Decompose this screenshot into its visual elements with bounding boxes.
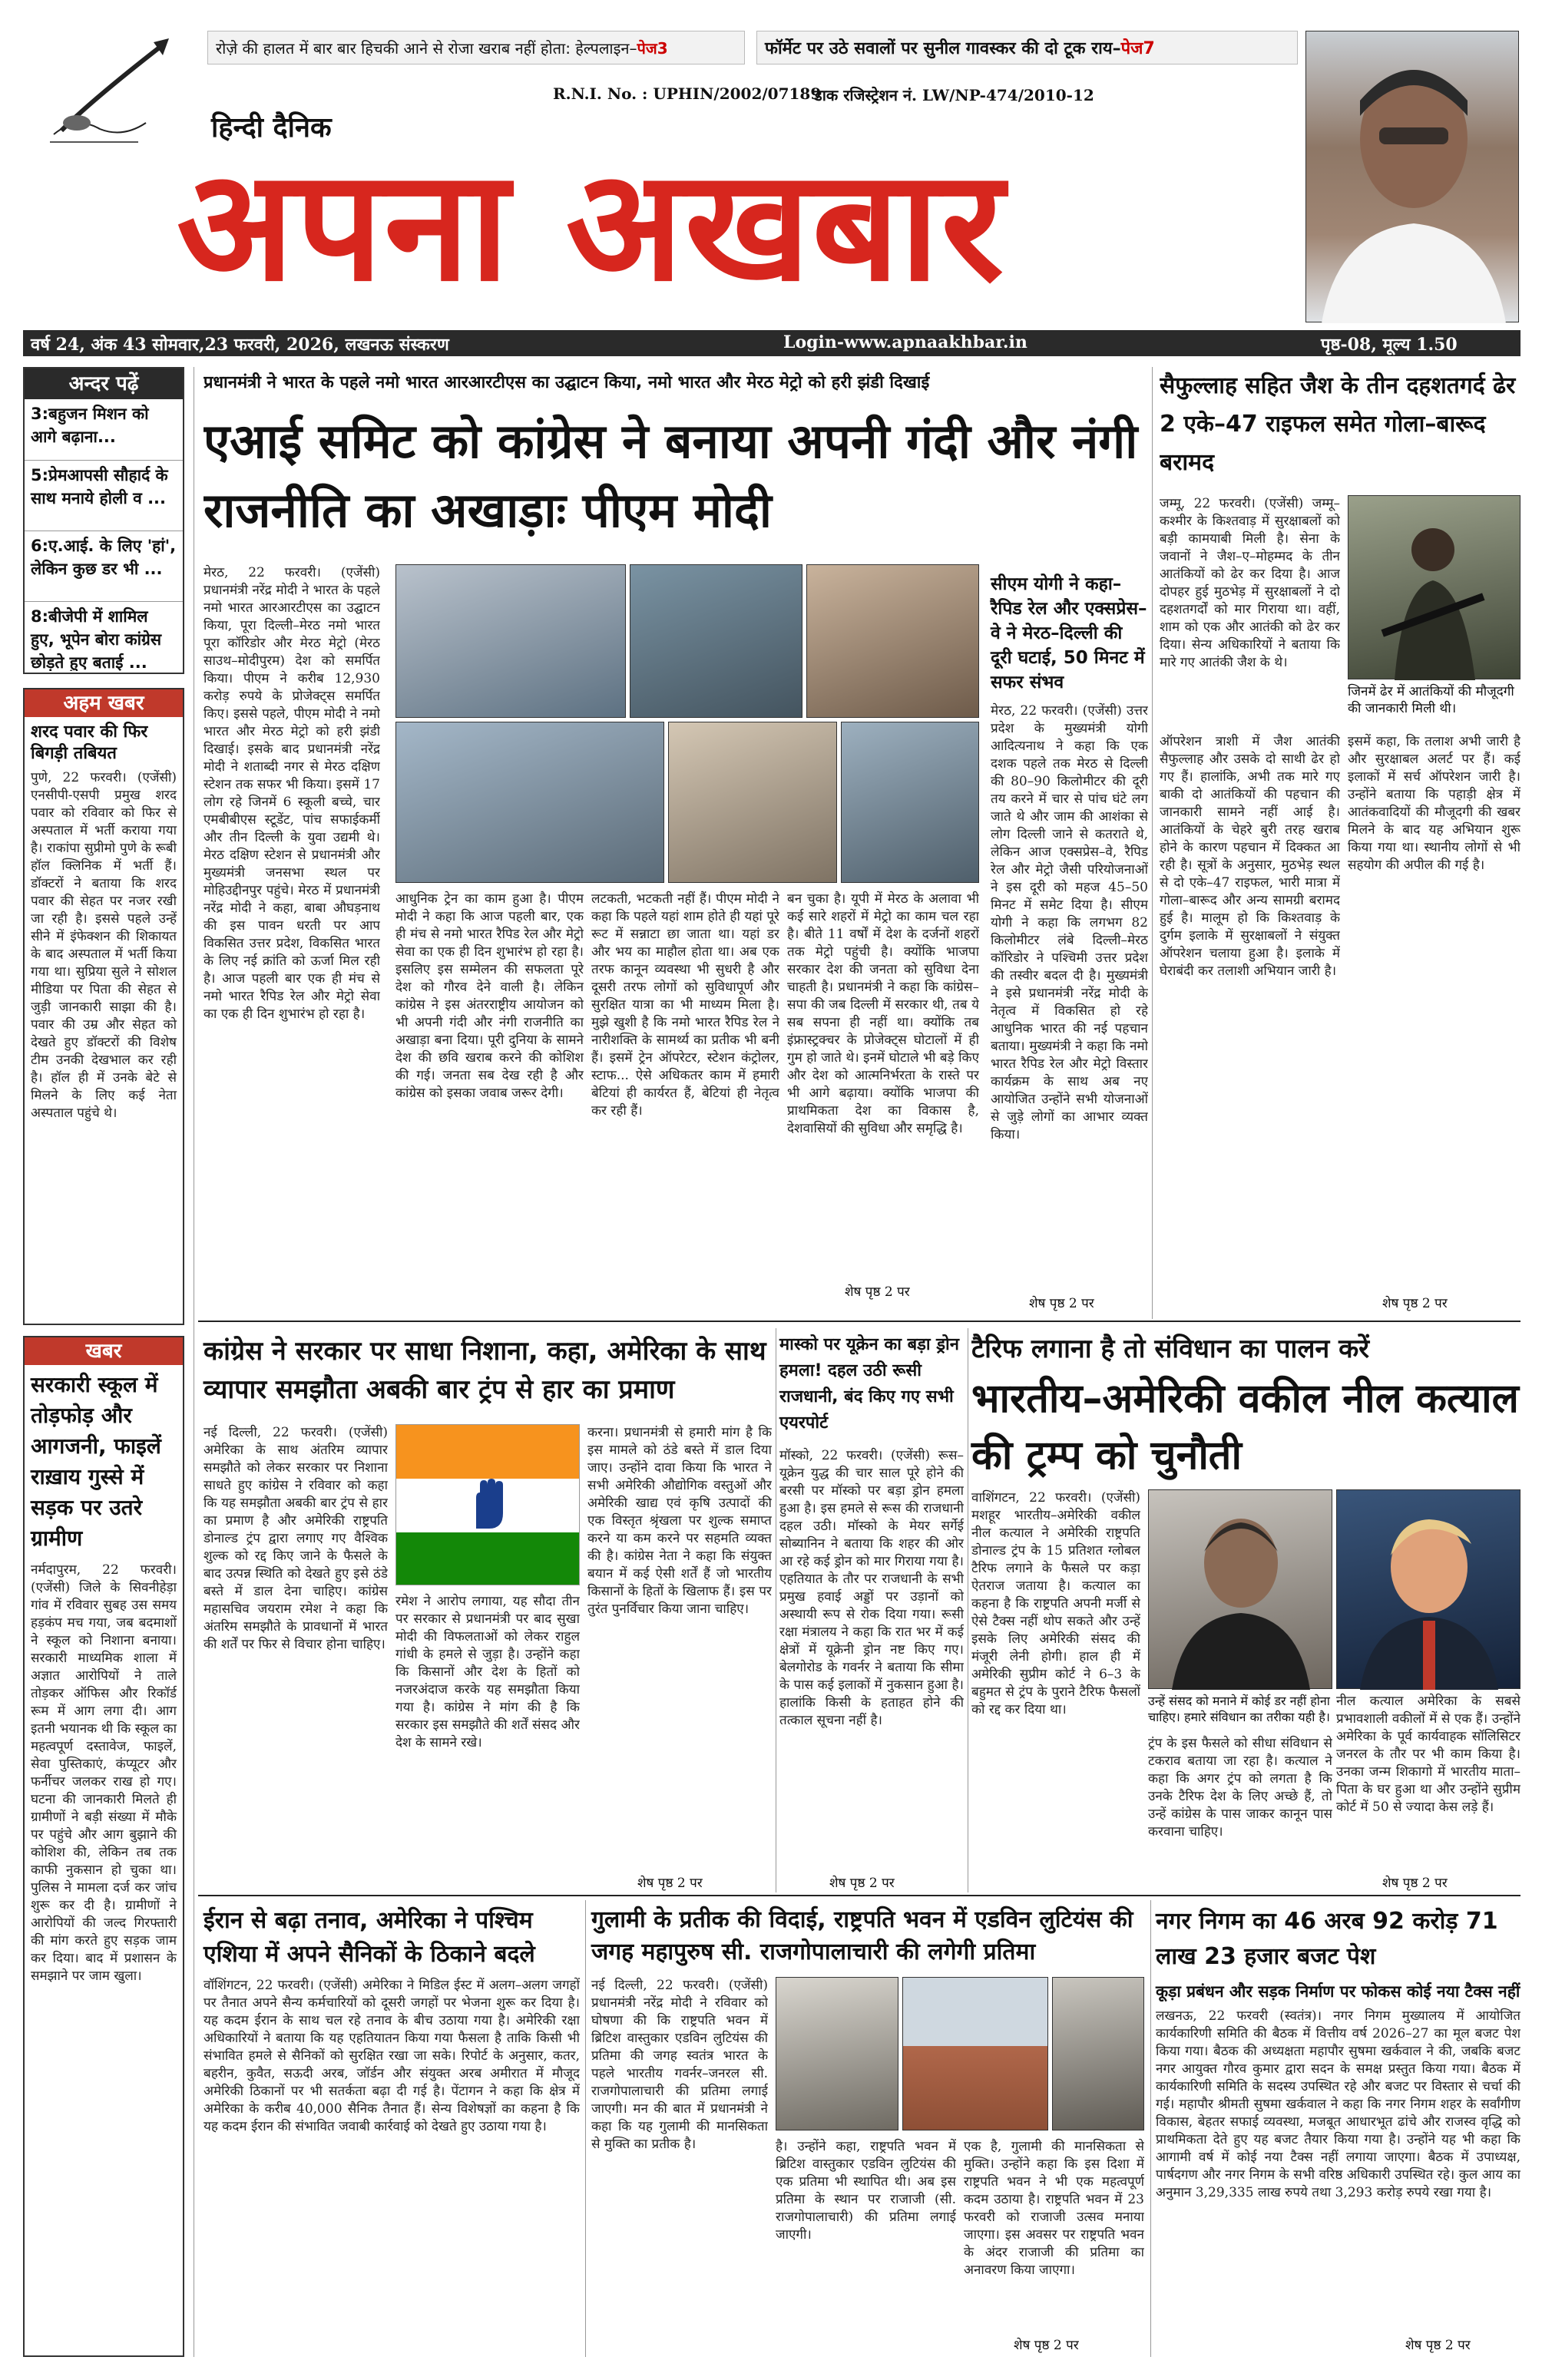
page-price: पृष्ठ-08, मूल्य 1.50 bbox=[1321, 335, 1458, 355]
rajaji-body-2: है। उन्होंने कहा, राष्ट्रपति भवन में ब्रिटिश वास्तुकार एडविन लुटियंस की एक प्रतिमा भी स्थापित थी। अब इस प्रतिमा के स्थान पर राजाजी (सी. राजगोपालाचारी) की प्रतिमा लगाई जाएगी। bbox=[776, 2139, 956, 2243]
tariff-body-2: ट्रंप के इस फैसले को सीधा संविधान से टकराव बताया जा रहा है। कत्याल ने कहा कि अगर ट्रंप को लगता है कि उनके टैरिफ देश के लिए अच्छे हैं, तो उन्हें कांग्रेस के पास जाकर कानून पास करवाना चाहिए। bbox=[1148, 1736, 1332, 1840]
jaish-photo bbox=[1348, 495, 1520, 679]
masthead-subtitle: हिन्दी दैनिक bbox=[211, 112, 332, 144]
budget-continued[interactable]: शेष पृष्ठ 2 पर bbox=[1405, 2338, 1471, 2353]
tariff-body-1: वाशिंगटन, 22 फरवरी। (एजेंसी) मशहूर भारतीय–अमेरिकी वकील नील कत्याल ने अमेरिकी राष्ट्रपति डोनाल्ड ट्रंप के 15 प्रतिशत ग्लोबल टैरिफ लगाने के फैसले पर कड़ा ऐतराज जताया है। कत्याल का कहना है कि राष्ट्रपति अपनी मर्जी से ऐसे टैक्स नहीं थोप सकते और उन्हें इसके लिए अमेरिकी संसद की मंजूरी लेनी होगी। हाल ही में अमेरिकी सुप्रीम कोर्ट ने 6–3 के बहुमत से ट्रंप के पुराने टैरिफ फैसलों को रद्द कर दिया था। bbox=[971, 1490, 1140, 1717]
sidebar-story-body: मेरठ, 22 फरवरी। (एजेंसी) उत्तर प्रदेश के मुख्यमंत्री योगी आदित्यनाथ ने कहा कि एक दशक पहले तक मेरठ से दिल्ली की 80–90 किलोमीटर की दूरी तय करने में चार से पांच घंटे लग जाते थे और जाम की आशंका से लोग दिल्ली जाने से कतराते थे, लेकिन आज एक्सप्रेस–वे, रैपिड रेल और मेट्रो जैसी परियोजनाओं ने इस दूरी को महज 45–50 मिनट में समेट दिया है। सीएम योगी ने कहा कि लगभग 82 किलोमीटर लंबे दिल्ली–मेरठ कॉरिडोर ने पश्चिमी उत्तर प्रदेश की तस्वीर बदल दी है। मुख्यमंत्री ने इसे प्रधानमंत्री नरेंद्र मोदी के नेतृत्व में विकसित हो रहे आधुनिक भारत की नई पहचान बताया। मुख्यमंत्री ने कहा कि नमो भारत रैपिड रेल और मेट्रो विस्तार कार्यक्रम के साथ अब नए आयोजित उन्होंने सभी योजनाओं से जुड़े लोगों का आभार व्यक्त किया। bbox=[991, 703, 1148, 1142]
budget-body: लखनऊ, 22 फरवरी (स्वतंत्र)। नगर निगम मुख्यालय में आयोजित कार्यकारिणी समिति की बैठक में वित्तीय वर्ष 2026–27 का मूल बजट पेश किया गया। बैठक की अध्यक्षता महापौर सुषमा खर्कवाल ने की, जबकि बजट नगर आयुक्त गौरव कुमार द्वारा सदन के समक्ष प्रस्तुत किया गया। बैठक में कार्यकारिणी समिति के सदस्य उपस्थित रहे और बजट पर विस्तार से चर्चा की गई। महापौर श्रीमती सुषमा खर्कवाल ने कहा कि नगर निगम शहर के सर्वांगीण विकास, बेहतर सफाई व्यवस्था, मजबूत आधारभूत ढांचे और राजस्व वृद्धि को प्राथमिकता देते हुए यह बजट तैयार किया गया है। उन्होंने यह भी कहा कि आगामी वर्ष में कोई नया टैक्स नहीं लगाया जाएगा। बैठक में उपाध्यक्ष, पार्षदगण और नगर निगम के सभी वरिष्ठ अधिकारी उपस्थित रहे। कुल आय का अनुमान 3,29,335 लाख रुपये तथा 3,293 करोड़ रुपये रखा गया है। bbox=[1156, 2008, 1520, 2200]
khabar-box bbox=[23, 1336, 184, 2357]
jaish-continued[interactable]: शेष पृष्ठ 2 पर bbox=[1382, 1296, 1448, 1311]
drone-headline[interactable]: मास्को पर यूक्रेन का बड़ा ड्रोन हमला! दहल उठी रूसी राजधानी, बंद किए गए सभी एयरपोर्ट bbox=[779, 1335, 959, 1433]
inside-item[interactable]: 5:प्रेमआपसी सौहार्द के साथ मनाये होली व ... bbox=[25, 461, 183, 531]
rajaji-body-1: नई दिल्ली, 22 फरवरी। (एजेंसी) प्रधानमंत्री नरेंद्र मोदी ने रविवार को घोषणा की कि राष्ट्रपति भवन में ब्रिटिश वास्तुकार एडविन लुटियंस की प्रतिमा की जगह स्वतंत्र भारत के पहले भारतीय गवर्नर–जनरल सी. राजगोपालाचारी की प्रतिमा लगाई जाएगी। मन की बात में प्रधानमंत्री ने कहा कि यह गुलामी की मानसिकता से मुक्ति का प्रतीक है। bbox=[591, 1978, 768, 2152]
tariff-continued[interactable]: शेष पृष्ठ 2 पर bbox=[1382, 1876, 1448, 1891]
lead-photo-5 bbox=[668, 722, 837, 883]
inside-item[interactable]: 3:बहुजन मिशन को आगे बढ़ाना... bbox=[25, 399, 183, 461]
jaish-headline[interactable]: सैफुल्लाह सहित जैश के तीन दहशतगर्द ढेर 2 एके–47 राइफल समेत गोला–बारूद बरामद bbox=[1160, 372, 1516, 476]
lutyens-photo bbox=[1052, 1977, 1144, 2130]
important-news-box bbox=[23, 688, 184, 1325]
drone-continued[interactable]: शेष पृष्ठ 2 पर bbox=[829, 1876, 895, 1891]
congress-body-2: रमेश ने आरोप लगाया, यह सौदा तीन पर सरकार से प्रधानमंत्री पर बाद सुखा मोदी की विफलताओं को लेकर राहुल गांधी के हमले से जुड़ा है। उन्होंने कहा कि किसानों और देश के हितों को नजरअंदाज करके यह समझौता किया गया है। कांग्रेस ने मांग की है कि सरकार इस समझौते की शर्तें संसद और देश के सामने रखे। bbox=[395, 1594, 580, 1750]
budget-subhead[interactable]: कूड़ा प्रबंधन और सड़क निर्माण पर फोकस कोई नया टैक्स नहीं bbox=[1156, 1982, 1520, 2001]
lead-headline[interactable]: एआई समिट को कांग्रेस ने बनाया अपनी गंदी और नंगी राजनीति का अखाड़ाः पीएम मोदी bbox=[204, 413, 1138, 538]
divider bbox=[198, 1321, 1520, 1322]
masthead-title: अपना अखबार bbox=[177, 137, 1006, 316]
inside-box bbox=[23, 367, 184, 674]
katyal-photo bbox=[1148, 1489, 1332, 1689]
budget-headline[interactable]: नगर निगम का 46 अरब 92 करोड़ 71 लाख 23 हजार बजट पेश bbox=[1156, 1908, 1498, 1970]
jaish-body-3: इसमें कहा, कि तलाश अभी जारी है और सुरक्षाबल अलर्ट पर हैं। कई इलाकों में सर्च ऑपरेशन जारी है। उन्होंने बताया कि पहाड़ी क्षेत्र में आतंकवादियों की मौजूदगी की खबर मिलने के बाद यह अभियान शुरू किया गया था। स्थानीय लोगों से भी सहयोग की अपील की गई है। bbox=[1348, 734, 1520, 873]
trump-photo bbox=[1336, 1489, 1520, 1689]
top-teaser-left-text: रोज़े की हालत में बार बार हिचकी आने से रोजा खराब नहीं होता: हेल्पलाइन– bbox=[216, 38, 637, 58]
sidebar-story-continued[interactable]: शेष पृष्ठ 2 पर bbox=[1029, 1296, 1094, 1311]
logo-pen-drawing bbox=[46, 31, 177, 146]
issue-info: वर्ष 24, अंक 43 सोमवार,23 फरवरी, 2026, लखनऊ संस्करण bbox=[31, 335, 449, 355]
jaish-body-1: जम्मू, 22 फरवरी। (एजेंसी) जम्मू–कश्मीर के किश्तवाड़ में सुरक्षाबलों को बड़ी कामयाबी मिली है। सेना के जवानों ने जैश–ए–मोहम्मद के तीन आतंकियों को ढेर कर दिया है। आज दोपहर हुई मुठभेड़ में सुरक्षाबलों ने दो दहशतगर्दों को मार गिराया था। वहीं, शाम को एक और आतंकी को ढेर कर दिया। सेन्य अधिकारियों ने बताया कि मारे गए आतंकी जैश के थे। bbox=[1160, 496, 1340, 670]
lead-photo-3 bbox=[806, 564, 979, 718]
lead-body-col-1: मेरठ, 22 फरवरी। (एजेंसी) प्रधानमंत्री नरेंद्र मोदी ने भारत के पहले नमो भारत आरआरटीएस का उद्घाटन किया, पूरा दिल्ली–मेरठ नमो भारत पूरा कॉरिडोर और मेरठ मेट्रो (मेरठ साउथ–मोदीपुरम) देश को समर्पित किया। पीएम ने करीब 12,930 करोड़ रुपये के प्रोजेक्ट्स समर्पित किए। इससे पहले, पीएम मोदी ने नमो भारत और मेरठ मेट्रो को हरी झंडी दिखाई। इसके बाद प्रधानमंत्री नरेंद्र मोदी ने शताब्दी नगर से मेरठ दक्षिण स्टेशन तक सफर भी किया। इसमें 17 लोग रहे जिनमें 6 स्कूली बच्चे, चार एमबीबीएस स्टूडेंट, पांच सफाईकर्मी और तीन दिल्ली के युवा उद्यमी थे। मेरठ दक्षिण स्टेशन से प्रधानमंत्री और मुख्यमंत्री जनसभा स्थल पर मोहिउद्दीनपुर पहुंचे। मेरठ में प्रधानमंत्री नरेंद्र मोदी ने कहा, बाबा औघड़नाथ की इस पावन धरती पर आप विकसित उत्तर प्रदेश, विकसित भारत के लिए नई क्रांति को ऊर्जा मिल रही है। आज पहली बार एक ही मंच से नमो भारत रैपिड रेल और मेट्रो सेवा का एक ही दिन शुभारंभ हो रहा है। bbox=[204, 565, 380, 1022]
congress-continued[interactable]: शेष पृष्ठ 2 पर bbox=[637, 1876, 703, 1891]
divider bbox=[198, 1895, 1520, 1896]
tariff-headline[interactable]: भारतीय–अमेरिकी वकील नील कत्याल की ट्रम्प को चुनौती bbox=[971, 1376, 1519, 1479]
rajaji-headline[interactable]: गुलामी के प्रतीक की विदाई, राष्ट्रपति भवन में एडविन लुटियंस की जगह महापुरुष सी. राजगोपालाचारी की लगेगी प्रतिमा bbox=[591, 1906, 1133, 1965]
important-news-title: अहम खबर bbox=[25, 689, 183, 717]
info-bar bbox=[23, 330, 1520, 356]
rashtrapati-bhavan-photo bbox=[902, 1977, 1048, 2130]
iran-headline[interactable]: ईरान से बढ़ा तनाव, अमेरिका ने पश्चिम एशिया में अपने सैनिकों के ठिकाने बदले bbox=[204, 1907, 535, 1968]
top-teaser-right-text: फॉर्मेट पर उठे सवालों पर सुनील गावस्कर की दो टूक राय– bbox=[765, 39, 1121, 58]
lead-body-col-4: बन चुका है। यूपी में मेरठ के अलावा भी कई सारे शहरों में मेट्रो का काम चल रहा है। बीते 11 वर्षों में देश के दर्जनों शहरों तक मेट्रो पहुंची है। क्योंकि भाजपा सरकार देश की जनता को सुविधा देना चाहती है। प्रधानमंत्री ने कहा कि कांग्रेस–सपा की जब दिल्ली में सरकार थी, तब ये सब सपना ही नहीं था। क्योंकि तब इंफ्रास्ट्रक्चर के प्रोजेक्ट्स घोटालों में ही गुम हो जाते थे। इनमें घोटाले भी बड़े किए और देश को आत्मनिर्भरता के रास्ते पर भी आगे बढ़ाया। क्योंकि भाजपा की प्राथमिकता देश का विकास है, देशवासियों की सुविधा और समृद्धि है। bbox=[787, 891, 979, 1136]
column-divider bbox=[1150, 1900, 1151, 2357]
lead-photo-2 bbox=[630, 564, 802, 718]
sidebar-story-headline[interactable]: सीएम योगी ने कहा– रैपिड रेल और एक्सप्रेस–वे ने मेरठ–दिल्ली की दूरी घटाई, 50 मिनट में सफर संभव bbox=[991, 574, 1147, 693]
postal-registration: डाक रजिस्ट्रेशन नं. LW/NP-474/2010-12 bbox=[814, 86, 1094, 104]
congress-headline[interactable]: कांग्रेस ने सरकार पर साधा निशाना, कहा, अमेरिका के साथ व्यापार समझौता अबकी बार ट्रंप से हार का प्रमाण bbox=[204, 1336, 766, 1405]
congress-flag-logo bbox=[395, 1424, 580, 1585]
inside-item[interactable]: 6:ए.आई. के लिए 'हां', लेकिन कुछ डर भी ... bbox=[25, 531, 183, 602]
tariff-photo-caption: उन्हें संसद को मनाने में कोई डर नहीं होना चाहिए। हमारे संविधान का तरीका यही है। bbox=[1148, 1694, 1330, 1724]
column-divider bbox=[1152, 367, 1153, 1319]
website-link[interactable]: Login-www.apnaakhbar.in bbox=[783, 332, 1027, 352]
tariff-body-3: नील कत्याल अमेरिका के सबसे प्रभावशाली वकीलों में से एक हैं। उन्होंने अमेरिका के पूर्व कार्यवाहक सॉलिसिटर जनरल के तौर पर भी काम किया है। उनका जन्म शिकागो में भारतीय माता–पिता के घर हुआ था और उन्होंने सुप्रीम कोर्ट में 50 से ज्यादा केस लड़े हैं। bbox=[1336, 1694, 1520, 1815]
lead-photo-6 bbox=[841, 722, 979, 883]
lead-photo-4 bbox=[395, 722, 664, 883]
khabar-title: खबर bbox=[25, 1337, 183, 1365]
drone-body: मॉस्को, 22 फरवरी। (एजेंसी) रूस–यूक्रेन युद्ध की चार साल पूरे होने की बरसी पर मॉस्को पर बड़ा ड्रोन हमला हुआ है। इस हमले से रूस की राजधानी दहल उठी। मॉस्को के मेयर सर्गेई सोब्यानिन ने बताया कि शहर की ओर आ रहे कई ड्रोन को मार गिराया गया है। एहतियात के तौर पर राजधानी के सभी प्रमुख हवाई अड्डों पर उड़ानों को अस्थायी रूप से रोक दिया गया। रूसी रक्षा मंत्रालय ने कहा कि रात भर में कई क्षेत्रों में यूक्रेनी ड्रोन नष्ट किए गए। बेलगोरोड के गवर्नर ने बताया कि सीमा के पास कई इलाकों में नुकसान हुआ है। हालांकि किसी के हताहत होने की तत्काल सूचना नहीं है। bbox=[779, 1448, 964, 1728]
hand-icon bbox=[465, 1479, 511, 1532]
lead-continued[interactable]: शेष पृष्ठ 2 पर bbox=[845, 1284, 910, 1300]
rajaji-continued[interactable]: शेष पृष्ठ 2 पर bbox=[1014, 2338, 1079, 2353]
important-news-body: पुणे, 22 फरवरी। (एजेंसी) एनसीपी-एसपी प्रमुख शरद पवार को रविवार को फिर से अस्पताल में भर्ती कराया गया है। राकांपा सुप्रीमो पुणे के रूबी हॉल क्लिनिक में भर्ती हैं। डॉक्टरों ने बताया कि शरद पवार की सेहत पर नजर रखी जा रही है। इससे पहले उन्हें सीने में इंफेक्शन की शिकायत के बाद अस्पताल में भर्ती किया गया था। सुप्रिया सुले ने सोशल मीडिया पर पिता की सेहत से जुड़ी जानकारी साझा की है। पवार की उम्र और सेहत को देखते हुए डॉक्टरों की विशेष टीम उनकी देखभाल कर रही है। हॉल ही में उनके बेटे से मिलने के लिए कई नेता अस्पताल पहुंचे थे। bbox=[31, 770, 177, 1121]
top-teaser-left[interactable] bbox=[207, 31, 745, 64]
important-news-headline[interactable]: शरद पवार की फिर बिगड़ी तबियत bbox=[31, 722, 148, 763]
congress-body-1: नई दिल्ली, 22 फरवरी। (एजेंसी) अमेरिका के साथ अंतरिम व्यापार समझौते को लेकर सरकार पर निशाना साधते हुए कांग्रेस ने रविवार को कहा कि यह समझौता अबकी बार ट्रंप से हार का प्रमाण है और अमेरिकी राष्ट्रपति डोनाल्ड ट्रंप द्वारा लगाए गए वैश्विक शुल्क को रद्द किए जाने के फैसले के बाद उत्पन्न स्थिति को देखते हुए इसे ठंडे बस्ते में डाल देना चाहिए। कांग्रेस महासचिव जयराम रमेश ने कहा कि अंतरिम समझौते के प्रावधानों में भारत की शर्तें पर फिर से विचार होना चाहिए। bbox=[204, 1425, 388, 1652]
lead-body-col-3: लटकती, भटकती नहीं हैं। पीएम मोदी ने कहा कि पहले यहां शाम होते ही यहां पूरे रूट में सन्नाटा छा जाता था। यहां डर और भय का माहौल होता था। अब एक तरफ कानून व्यवस्था भी सुधरी है और दूसरी तरफ लोगों को सुविधापूर्ण और सुरक्षित यात्रा का भी माध्यम मिला है। मुझे खुशी है कि नमो भारत रैपिड रेल ने नारीशक्ति के सामर्थ्य का प्रतीक भी बनी हैं। इसमें ट्रेन ऑपरेटर, स्टेशन कंट्रोलर, स्टाफ... ऐसे अधिकतर काम में हमारी बेटियां ही कार्यरत हैं, बेटियां ही नेतृत्व कर रही हैं। bbox=[591, 891, 779, 1119]
iran-body: वॉशिंगटन, 22 फरवरी। (एजेंसी) अमेरिका ने मिडिल ईस्ट में अलग–अलग जगहों पर तैनात अपने सैन्य कर्मचारियों को दूसरी जगहों पर भेजना शुरू कर दिया है। यह कदम ईरान के साथ चल रहे तनाव के बीच उठाया गया है। अमेरिकी रक्षा अधिकारियों ने बताया कि यह एहतियातन किया गया फैसला है ताकि किसी भी संभावित हमले से सैनिकों को सुरक्षित रखा जा सके। रिपोर्ट के अनुसार, कतर, बहरीन, कुवैत, सऊदी अरब, जॉर्डन और संयुक्त अरब अमीरात में मौजूद अमेरिकी ठिकानों पर भी सतर्कता बढ़ा दी गई है। पेंटागन ने कहा कि क्षेत्र में अमेरिका के करीब 40,000 सैनिक तैनात हैं। सेन्य विशेषज्ञों का कहना है कि यह कदम ईरान की संभावित जवाबी कार्रवाई को देखते हुए उठाया गया है। bbox=[204, 1978, 580, 2134]
lead-photo-1 bbox=[395, 564, 626, 718]
tariff-kicker[interactable]: टैरिफ लगाना है तो संविधान का पालन करें bbox=[971, 1334, 1370, 1364]
rajaji-photo bbox=[776, 1977, 898, 2130]
rni-number: R.N.I. No. : UPHIN/2002/07189 bbox=[553, 84, 822, 103]
inside-box-title: अन्दर पढ़ें bbox=[25, 369, 183, 399]
gavaskar-photo bbox=[1305, 31, 1519, 322]
jaish-body-2: ऑपरेशन त्राशी में जैश आतंकी सैफुल्लाह और उसके दो साथी ढेर हो गए हैं। हालांकि, अभी तक मारे गए बाकी दो आतंकियों की पहचान की जानकारी सामने नहीं आई है। आतंकियों के चेहरे बुरी तरह खराब होने के कारण पहचान में दिक्कत आ रही है। सूत्रों के अनुसार, मुठभेड़ स्थल से दो एके–47 राइफल, भारी मात्रा में गोला–बारूद और अन्य सामग्री बरामद हुई है। मालूम हो कि किश्तवाड़ के दुर्गम इलाके में सुरक्षाबलों ने संयुक्त ऑपरेशन चलाया हुआ है। इलाके में घेराबंदी कर तलाशी अभियान जारी है। bbox=[1160, 734, 1340, 979]
lead-kicker: प्रधानमंत्री ने भारत के पहले नमो भारत आरआरटीएस का उद्घाटन किया, नमो भारत और मेरठ मेट्रो को हरी झंडी दिखाई bbox=[204, 373, 930, 392]
top-teaser-right[interactable] bbox=[756, 31, 1298, 64]
inside-item[interactable]: 8:बीजेपी में शामिल हुए, भूपेन बोरा कांग्रेस छोड़ते हुए बताई ... bbox=[31, 607, 162, 671]
khabar-body: नर्मदापुरम, 22 फरवरी। (एजेंसी) जिले के सिवनीहेड़ा गांव में रविवार सुबह उस समय हड़कंप मच गया, जब बदमाशों ने स्कूल को निशाना बनाया। सरकारी माध्यमिक शाला में अज्ञात आरोपियों ने ताले तोड़कर ऑफिस और रिकॉर्ड रूम में आग लगा दी। आग इतनी भयानक थी कि स्कूल का महत्वपूर्ण दस्तावेज, फाइलें, सेवा पुस्तिकाएं, कंप्यूटर और फर्नीचर जलकर राख हो गए। घटना की जानकारी मिलते ही ग्रामीणों ने बड़ी संख्या में मौके पर पहुंचे और आग बुझाने की कोशिश की, लेकिन तब तक काफी नुकसान हो चुका था। पुलिस ने मामला दर्ज कर जांच शुरू कर दी है। ग्रामीणों ने आरोपियों की जल्द गिरफ्तारी की मांग करते हुए सड़क जाम कर दिया। बाद में प्रशासन के समझाने पर जाम खुला। bbox=[31, 1562, 177, 1984]
jaish-photo-caption: जिनमें ढेर में आतंकियों की मौजूदगी की जानकारी मिली थी। bbox=[1348, 684, 1514, 716]
khabar-headline[interactable]: सरकारी स्कूल में तोड़फोड़ और आगजनी, फाइलें राख़ाय गुस्से में सड़क पर उतरे ग्रामीण bbox=[31, 1372, 161, 1551]
top-teaser-left-page: पेज3 bbox=[637, 38, 668, 58]
column-divider bbox=[585, 1900, 586, 2357]
lead-body-col-2: आधुनिक ट्रेन का काम हुआ है। पीएम मोदी ने कहा कि आज पहली बार, एक ही मंच से नमो भारत रैपिड रेल और मेट्रो सेवा का एक ही दिन शुभारंभ हो रहा है। इसलिए इस सम्मेलन की सफलता पूरे देश को गौरव देने वाली है। लेकिन कांग्रेस ने इस अंतरराष्ट्रीय आयोजन को भी अपनी गंदी और नंगी राजनीति का अखाड़ा बना दिया। पूरी दुनिया के सामने देश की छवि खराब करने की कोशिश की गई। जनता सब देख रही है और कांग्रेस को इसका जवाब जरूर देगी। bbox=[395, 891, 584, 1101]
congress-body-3: करना। प्रधानमंत्री से हमारी मांग है कि इस मामले को ठंडे बस्ते में डाल दिया जाए। उन्होंने दावा किया कि भारत ने सभी अमेरिकी औद्योगिक वस्तुओं और अमेरिकी खाद्य एवं कृषि उत्पादों की एक विस्तृत श्रृंखला पर शुल्क समाप्त करने या कम करने पर सहमति व्यक्त की है। कांग्रेस नेता ने कहा कि संयुक्त बयान में कई ऐसी शर्तें हैं जो भारतीय किसानों के हितों के खिलाफ हैं। इस पर तुरंत पुनर्विचार किया जाना चाहिए। bbox=[587, 1425, 772, 1617]
top-teaser-right-page: पेज7 bbox=[1120, 39, 1155, 58]
rajaji-body-3: एक है, गुलामी की मानसिकता से मुक्ति। उन्होंने कहा कि इस दिशा में राष्ट्रपति भवन ने भी एक महत्वपूर्ण कदम उठाया है। राष्ट्रपति भवन में 23 फरवरी को राजाजी उत्सव मनाया जाएगा। इस अवसर पर राष्ट्रपति भवन के अंदर राजाजी की प्रतिमा का अनावरण किया जाएगा। bbox=[964, 2139, 1144, 2278]
